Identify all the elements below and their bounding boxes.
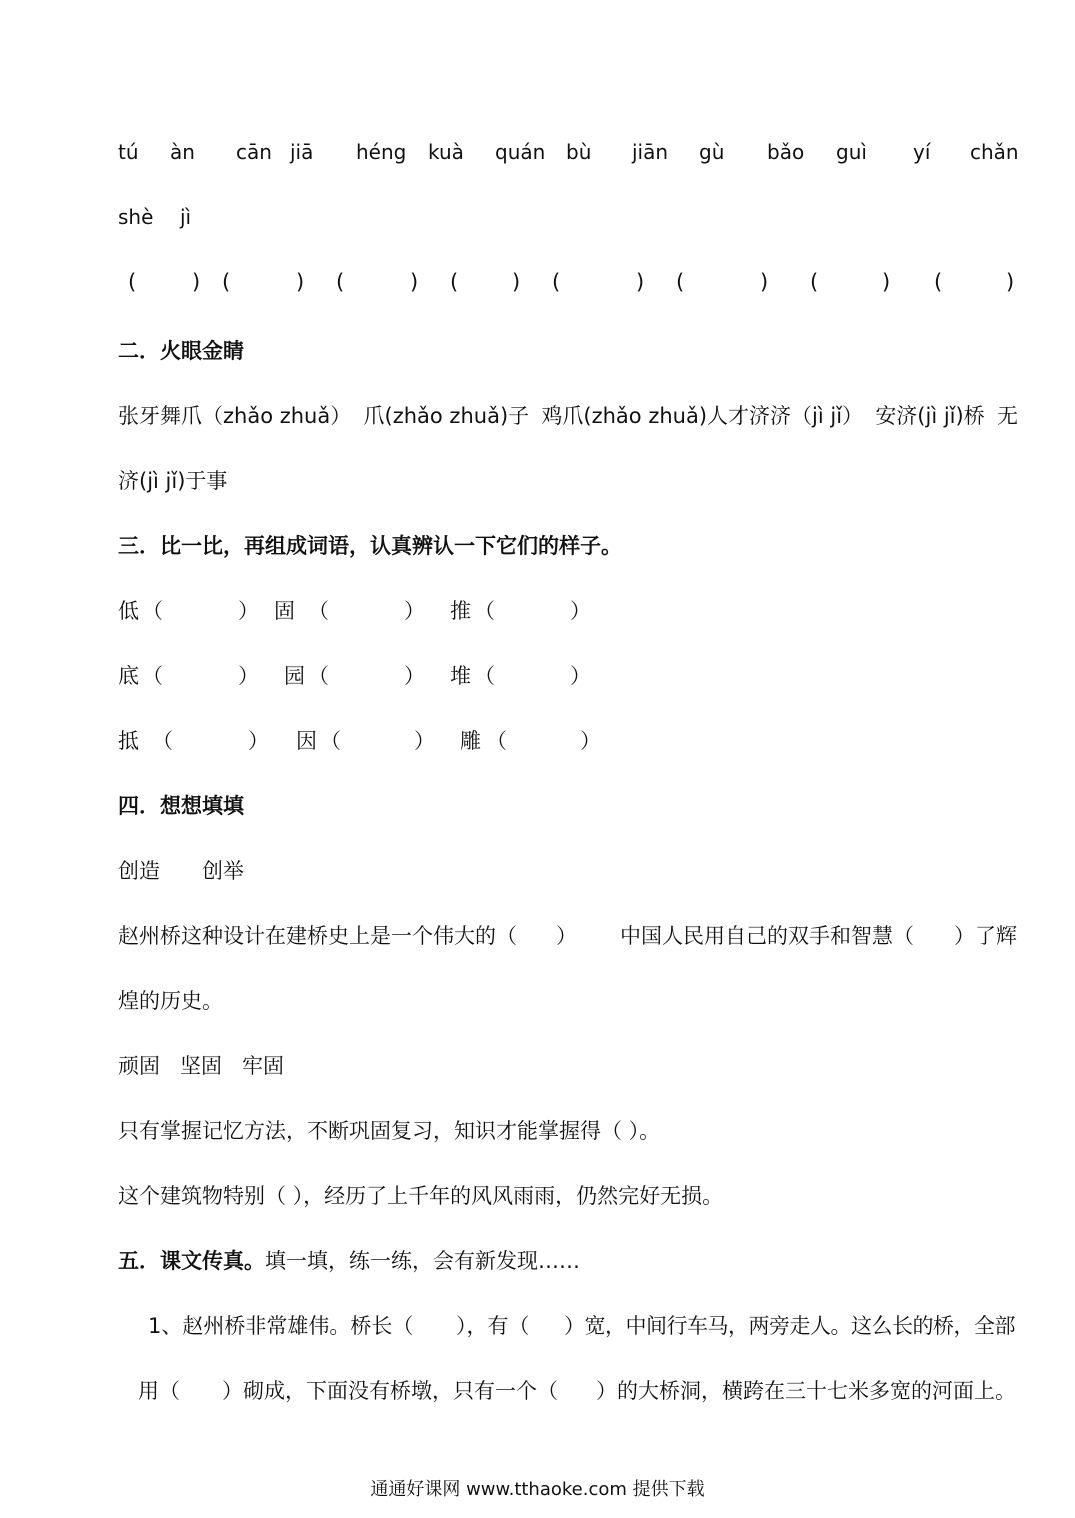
bracket-close: ） — [414, 729, 435, 753]
bracket-close: ) — [296, 270, 305, 294]
bracket-close: ) — [410, 270, 419, 294]
word-option: 顽固 — [118, 1054, 160, 1078]
char: 底 — [118, 664, 139, 688]
sentence-part: 赵州桥这种设计在建桥史上是一个伟大的（ — [118, 924, 517, 948]
bracket-open: （ — [486, 729, 507, 753]
char: 因 — [296, 729, 317, 753]
section-3-title: 三．比一比，再组成词语，认真辨认一下它们的样子。 — [118, 534, 622, 558]
sentence-part: 1、赵州桥非常雄伟。桥长（ — [148, 1314, 414, 1338]
pinyin: kuà — [428, 140, 464, 164]
section-4-sentence-2: 只有掌握记忆方法，不断巩固复习，知识才能掌握得（ ）。 — [118, 1119, 661, 1143]
bracket-close: ) — [192, 270, 201, 294]
word-option: 创举 — [202, 859, 244, 883]
word-option: 牢固 — [242, 1054, 284, 1078]
pinyin-choice-item: 无 — [996, 404, 1018, 428]
bracket-open: ( — [552, 270, 561, 294]
char: 堆 — [450, 664, 471, 688]
pinyin: jiā — [290, 140, 314, 164]
pinyin: bù — [566, 140, 592, 164]
section-2-title: 二．火眼金睛 — [118, 339, 244, 363]
bracket-open: ( — [676, 270, 685, 294]
pinyin: shè — [118, 205, 154, 229]
bracket-close: ） — [238, 599, 259, 623]
bracket-close: ） — [404, 599, 425, 623]
section-5-title — [118, 1245, 580, 1275]
char: 推 — [450, 599, 471, 623]
bracket-open: ( — [128, 270, 137, 294]
pinyin: guì — [836, 140, 867, 164]
sentence-part: ），有（ — [456, 1314, 530, 1338]
bracket-open: （ — [474, 599, 495, 623]
char: 雕 — [460, 729, 481, 753]
char: 园 — [284, 664, 305, 688]
pinyin: gù — [699, 140, 725, 164]
bracket-open: （ — [320, 729, 341, 753]
bracket-close: ） — [238, 664, 259, 688]
word-option: 创造 — [118, 859, 160, 883]
bracket-open: ( — [810, 270, 819, 294]
bracket-open: ( — [336, 270, 345, 294]
bracket-open: ( — [450, 270, 459, 294]
pinyin-choice-item: 爪(zhǎo zhuǎ)子 — [363, 404, 530, 428]
pinyin: quán — [495, 140, 546, 164]
section-5-title-rest: 填一填，练一练，会有新发现…… — [265, 1249, 580, 1273]
sentence-part: ）宽，中间行车马，两旁走人。这么长的桥，全部 — [564, 1314, 1015, 1338]
pinyin: tú — [118, 140, 139, 164]
char: 抵 — [118, 729, 139, 753]
sentence-part: ）砌成，下面没有桥墩，只有一个（ — [222, 1379, 558, 1403]
section-2-line-1 — [118, 400, 1018, 430]
bracket-close: ) — [512, 270, 521, 294]
pinyin: héng — [356, 140, 407, 164]
sentence-part: ）了辉 — [954, 924, 1017, 948]
bracket-close: ) — [1006, 270, 1015, 294]
bracket-open: ( — [934, 270, 943, 294]
bracket-open: （ — [308, 599, 329, 623]
section-2-line-2: 济(jì jǐ)于事 — [118, 469, 228, 493]
bracket-close: ） — [570, 599, 591, 623]
sentence-part: 用（ — [138, 1379, 180, 1403]
pinyin: àn — [170, 140, 195, 164]
bracket-close: ） — [248, 729, 269, 753]
bracket-open: （ — [474, 664, 495, 688]
bracket-close: ） — [570, 664, 591, 688]
bracket-close: ) — [636, 270, 645, 294]
pinyin: jiān — [632, 140, 669, 164]
bracket-close: ) — [760, 270, 769, 294]
bracket-close: ） — [404, 664, 425, 688]
bracket-open: （ — [142, 664, 163, 688]
section-5-title-bold: 五．课文传真。 — [118, 1249, 265, 1273]
page-footer: 通通好课网 www.tthaoke.com 提供下载 — [370, 1479, 705, 1500]
pinyin-choice-item: 鸡爪(zhǎo zhuǎ)人才济济（jì jǐ） — [541, 404, 864, 428]
pinyin-choice-item: 张牙舞爪（zhǎo zhuǎ） — [118, 404, 352, 428]
char: 低 — [118, 599, 139, 623]
sentence-part: 中国人民用自己的双手和智慧（ — [620, 924, 914, 948]
pinyin: cān — [236, 140, 272, 164]
bracket-open: （ — [142, 599, 163, 623]
pinyin: yí — [913, 140, 931, 164]
bracket-close: ） — [556, 924, 577, 948]
bracket-open: （ — [308, 664, 329, 688]
bracket-close: ) — [882, 270, 891, 294]
char: 固 — [274, 599, 295, 623]
section-4-sentence-3: 这个建筑物特别（ ），经历了上千年的风风雨雨，仍然完好无损。 — [118, 1184, 724, 1208]
bracket-open: ( — [222, 270, 231, 294]
pinyin: bǎo — [767, 140, 805, 164]
sentence-part: ）的大桥洞，横跨在三十七米多宽的河面上。 — [596, 1379, 1016, 1403]
section-4-sentence-1-cont: 煌的历史。 — [118, 989, 223, 1013]
section-4-title: 四．想想填填 — [118, 794, 244, 818]
pinyin: chǎn — [970, 140, 1019, 164]
bracket-open: （ — [152, 729, 173, 753]
pinyin: jì — [180, 205, 192, 229]
bracket-close: ） — [580, 729, 601, 753]
word-option: 坚固 — [180, 1054, 222, 1078]
pinyin-choice-item: 安济(jì jǐ)桥 — [875, 404, 985, 428]
